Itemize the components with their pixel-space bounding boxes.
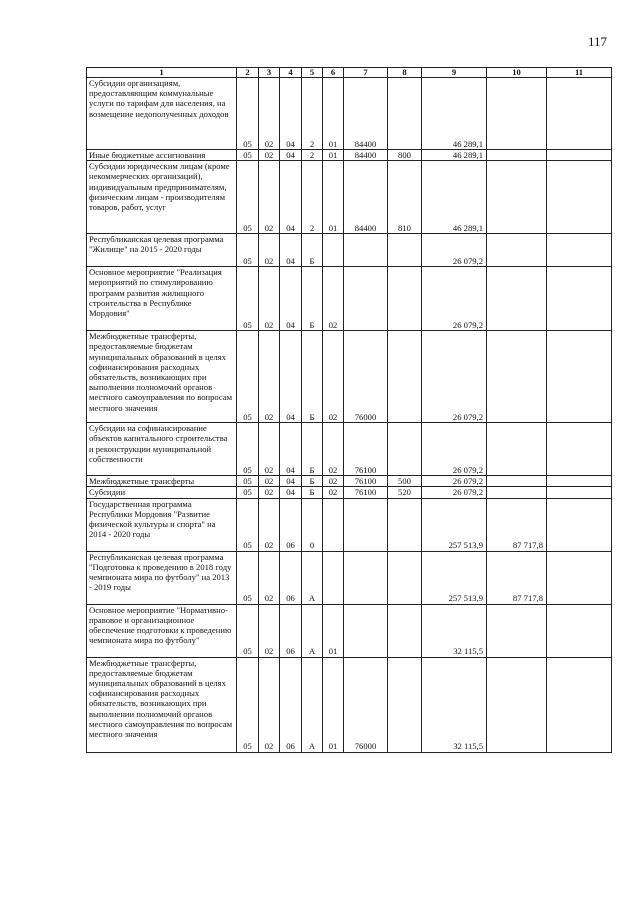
cell-amount — [487, 234, 547, 267]
cell-amount: 26 079,2 — [422, 487, 487, 498]
cell-amount: 257 513,9 — [422, 551, 487, 604]
cell-code — [388, 604, 422, 657]
row-name: Субсидии на софинансирование объектов капитального строительства и реконструкции муниципальной собственности — [87, 423, 237, 476]
cell-amount — [547, 551, 612, 604]
cell-code: 02 — [323, 487, 344, 498]
cell-amount — [487, 331, 547, 423]
cell-amount — [487, 604, 547, 657]
table-row — [87, 423, 612, 476]
cell-code: 04 — [280, 234, 302, 267]
cell-code: А — [302, 551, 323, 604]
cell-code: 04 — [280, 267, 302, 331]
cell-amount — [547, 234, 612, 267]
cell-amount — [487, 476, 547, 487]
column-header: 8 — [388, 68, 422, 78]
cell-code — [344, 267, 388, 331]
cell-code: 02 — [259, 423, 280, 476]
column-header: 11 — [547, 68, 612, 78]
cell-code — [323, 551, 344, 604]
cell-code — [323, 498, 344, 551]
cell-amount — [547, 150, 612, 161]
cell-code: 05 — [237, 551, 259, 604]
table-row — [87, 657, 612, 752]
table-row — [87, 234, 612, 267]
cell-code: 01 — [323, 78, 344, 150]
cell-code: 05 — [237, 604, 259, 657]
column-header: 6 — [323, 68, 344, 78]
cell-code: 05 — [237, 498, 259, 551]
cell-code: Б — [302, 423, 323, 476]
cell-code: 76000 — [344, 331, 388, 423]
cell-code: 2 — [302, 150, 323, 161]
cell-code: 06 — [280, 498, 302, 551]
cell-code: 04 — [280, 423, 302, 476]
cell-code: 04 — [280, 487, 302, 498]
table-row — [87, 551, 612, 604]
cell-amount — [487, 161, 547, 234]
cell-amount — [547, 498, 612, 551]
table-row — [87, 498, 612, 551]
cell-amount — [487, 657, 547, 752]
cell-code: 06 — [280, 657, 302, 752]
cell-code — [344, 604, 388, 657]
cell-code: 02 — [323, 331, 344, 423]
column-header: 5 — [302, 68, 323, 78]
row-name: Межбюджетные трансферты, предоставляемые бюджетам муниципальных образований в целях софинансирования расходных обязательств, возникающих при выполнении полномочий органов местного самоуправления по вопросам местного значения — [87, 331, 237, 423]
cell-code: 05 — [237, 657, 259, 752]
cell-code: 76100 — [344, 476, 388, 487]
cell-code: 05 — [237, 487, 259, 498]
cell-amount — [487, 423, 547, 476]
cell-code: 01 — [323, 150, 344, 161]
cell-code: 76100 — [344, 423, 388, 476]
column-header: 2 — [237, 68, 259, 78]
cell-code: 02 — [323, 476, 344, 487]
cell-code: 05 — [237, 423, 259, 476]
cell-code: 02 — [259, 267, 280, 331]
cell-code — [388, 657, 422, 752]
cell-amount — [487, 150, 547, 161]
cell-amount: 26 079,2 — [422, 234, 487, 267]
table-row — [87, 331, 612, 423]
cell-amount: 257 513,9 — [422, 498, 487, 551]
cell-code: 06 — [280, 604, 302, 657]
table-header-row — [87, 68, 612, 78]
cell-code: 02 — [259, 78, 280, 150]
cell-code: 04 — [280, 476, 302, 487]
cell-code: 76000 — [344, 657, 388, 752]
cell-code: 04 — [280, 150, 302, 161]
cell-code: 02 — [259, 487, 280, 498]
page-number: 117 — [588, 34, 608, 49]
cell-code — [388, 423, 422, 476]
cell-code: 04 — [280, 161, 302, 234]
cell-code: 810 — [388, 161, 422, 234]
column-header: 10 — [487, 68, 547, 78]
column-header: 4 — [280, 68, 302, 78]
cell-amount: 26 079,2 — [422, 331, 487, 423]
cell-code — [388, 551, 422, 604]
cell-amount — [547, 78, 612, 150]
row-name: Республиканская целевая программа "Подготовка к проведению в 2018 году чемпионата мира по футболу" на 2013 - 2019 годы — [87, 551, 237, 604]
table-row — [87, 604, 612, 657]
row-name: Основное мероприятие "Нормативно-правовое и организационное обеспечение подготовки к проведению чемпионата мира по футболу" — [87, 604, 237, 657]
cell-code: 02 — [259, 498, 280, 551]
row-name: Иные бюджетные ассигнования — [87, 150, 237, 161]
cell-code: 05 — [237, 267, 259, 331]
cell-code: 01 — [323, 161, 344, 234]
cell-code: 02 — [259, 150, 280, 161]
cell-amount — [547, 657, 612, 752]
cell-code: 02 — [259, 476, 280, 487]
cell-amount — [487, 267, 547, 331]
cell-code — [388, 78, 422, 150]
cell-code — [388, 331, 422, 423]
cell-code: 05 — [237, 234, 259, 267]
table-row — [87, 267, 612, 331]
cell-code: 04 — [280, 331, 302, 423]
row-name: Субсидии юридическим лицам (кроме некоммерческих организаций), индивидуальным предпринимателям, физическим лицам - производителям товаров, работ, услуг — [87, 161, 237, 234]
cell-code: 05 — [237, 78, 259, 150]
column-header: 7 — [344, 68, 388, 78]
cell-code: 05 — [237, 476, 259, 487]
row-name: Основное мероприятие "Реализация мероприятий по стимулированию программ развития жилищного строительства в Республике Мордовия" — [87, 267, 237, 331]
cell-amount: 87 717,8 — [487, 551, 547, 604]
cell-code: Б — [302, 267, 323, 331]
cell-amount — [547, 331, 612, 423]
row-name: Государственная программа Республики Мордовия "Развитие физической культуры и спорта" на 2014 - 2020 годы — [87, 498, 237, 551]
cell-code: Б — [302, 234, 323, 267]
cell-code — [388, 498, 422, 551]
cell-code: 02 — [259, 331, 280, 423]
cell-code: Б — [302, 331, 323, 423]
cell-amount — [487, 78, 547, 150]
budget-table — [86, 67, 612, 753]
cell-code: А — [302, 657, 323, 752]
cell-amount — [547, 476, 612, 487]
cell-code: 01 — [323, 604, 344, 657]
row-name: Межбюджетные трансферты — [87, 476, 237, 487]
cell-code: 02 — [323, 423, 344, 476]
cell-code: Б — [302, 487, 323, 498]
row-name: Субсидии организациям, предоставляющим коммунальные услуги по тарифам для населения, на возмещение недополученных доходов — [87, 78, 237, 150]
table-row — [87, 487, 612, 498]
cell-amount: 26 079,2 — [422, 267, 487, 331]
cell-code: 02 — [259, 234, 280, 267]
cell-code: 05 — [237, 150, 259, 161]
cell-code: 84400 — [344, 78, 388, 150]
column-header: 3 — [259, 68, 280, 78]
cell-amount: 26 079,2 — [422, 423, 487, 476]
cell-amount: 26 079,2 — [422, 476, 487, 487]
cell-code: 02 — [259, 604, 280, 657]
column-header: 9 — [422, 68, 487, 78]
cell-amount — [547, 267, 612, 331]
cell-code — [388, 267, 422, 331]
cell-code: 84400 — [344, 161, 388, 234]
cell-amount: 32 115,5 — [422, 604, 487, 657]
cell-code — [323, 234, 344, 267]
cell-code: 800 — [388, 150, 422, 161]
cell-code: 05 — [237, 331, 259, 423]
cell-amount — [547, 487, 612, 498]
row-name: Республиканская целевая программа "Жилище" на 2015 - 2020 годы — [87, 234, 237, 267]
cell-code: 2 — [302, 161, 323, 234]
cell-code: 05 — [237, 161, 259, 234]
cell-amount: 87 717,8 — [487, 498, 547, 551]
cell-code: 02 — [323, 267, 344, 331]
cell-code: 2 — [302, 78, 323, 150]
cell-code: 04 — [280, 78, 302, 150]
table-row — [87, 150, 612, 161]
cell-amount — [547, 604, 612, 657]
cell-code: А — [302, 604, 323, 657]
cell-code: 01 — [323, 657, 344, 752]
cell-code: 500 — [388, 476, 422, 487]
cell-amount: 32 115,5 — [422, 657, 487, 752]
table-row — [87, 78, 612, 150]
cell-code: 520 — [388, 487, 422, 498]
cell-amount — [487, 487, 547, 498]
cell-code: 76100 — [344, 487, 388, 498]
cell-amount: 46 289,1 — [422, 78, 487, 150]
cell-code: Б — [302, 476, 323, 487]
cell-code — [344, 551, 388, 604]
cell-code: 84400 — [344, 150, 388, 161]
table-row — [87, 161, 612, 234]
cell-code: 0 — [302, 498, 323, 551]
row-name: Межбюджетные трансферты, предоставляемые бюджетам муниципальных образований в целях софинансирования расходных обязательств, возникающих при выполнении полномочий органов местного самоуправления по вопросам местного значения — [87, 657, 237, 752]
cell-amount: 46 289,1 — [422, 150, 487, 161]
cell-code: 02 — [259, 657, 280, 752]
cell-amount — [547, 161, 612, 234]
cell-code: 06 — [280, 551, 302, 604]
column-header: 1 — [87, 68, 237, 78]
cell-code: 02 — [259, 551, 280, 604]
table-row — [87, 476, 612, 487]
row-name: Субсидии — [87, 487, 237, 498]
cell-code — [388, 234, 422, 267]
cell-code: 02 — [259, 161, 280, 234]
cell-code — [344, 498, 388, 551]
cell-amount — [547, 423, 612, 476]
cell-code — [344, 234, 388, 267]
cell-amount: 46 289,1 — [422, 161, 487, 234]
